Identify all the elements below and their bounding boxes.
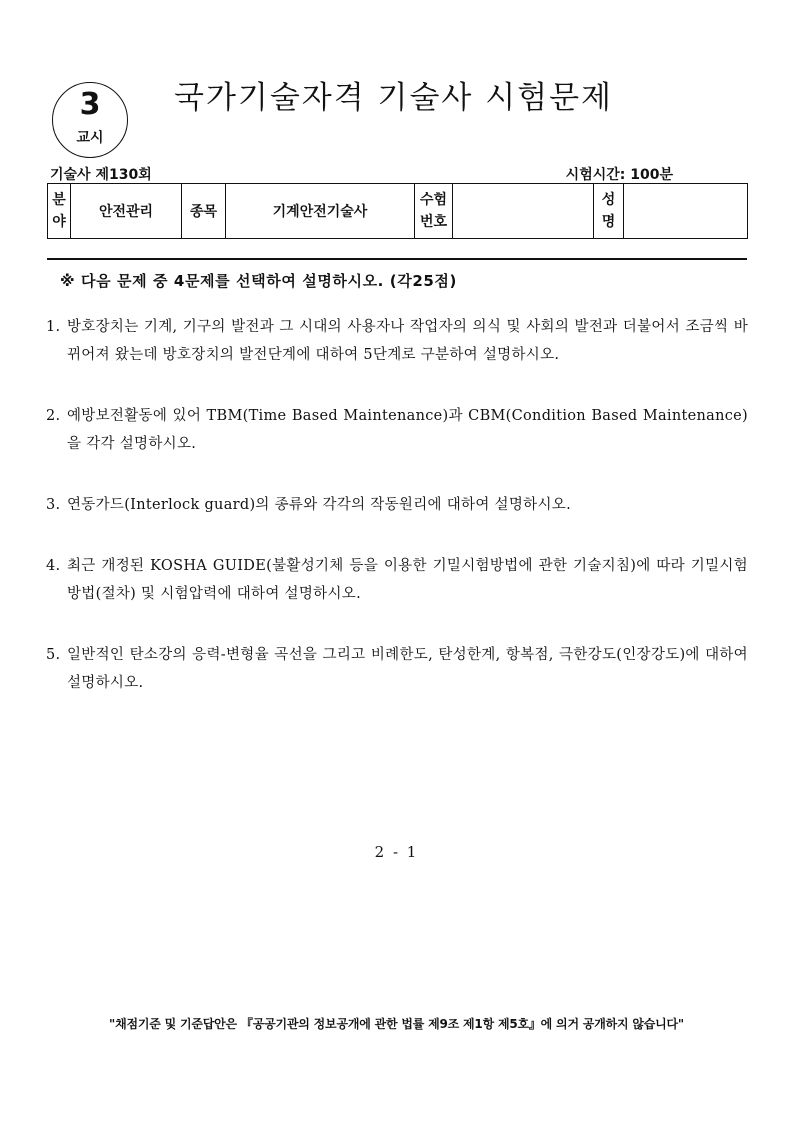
session-number: 3	[79, 87, 101, 122]
question-text: 일반적인 탄소강의 응력-변형율 곡선을 그리고 비례한도, 탄성한계, 항복점, 극한강도(인장강도)에 대하여 설명하시오.	[67, 647, 748, 691]
session-badge	[52, 82, 128, 158]
question-number: 4.	[46, 558, 61, 574]
session-label: 교시	[76, 130, 104, 146]
question-text: 연동가드(Interlock guard)의 종류와 각각의 작동원리에 대하여 설명하시오.	[67, 497, 572, 513]
exam-number-label-bottom: 번호	[419, 214, 448, 230]
header-divider	[47, 258, 747, 260]
category-label: 종목	[182, 184, 226, 239]
exam-number-label-top: 수험	[419, 192, 448, 208]
exam-time: 시험시간: 100분	[565, 167, 673, 183]
field-label-top: 분	[52, 192, 66, 208]
question-item	[46, 313, 748, 369]
question-item	[46, 402, 748, 458]
question-item	[46, 641, 748, 697]
question-item	[46, 552, 748, 608]
field-label-cell	[48, 184, 71, 239]
question-number: 2.	[46, 408, 61, 424]
page-number: 2 - 1	[374, 843, 419, 861]
name-label-bottom: 명	[601, 214, 616, 230]
field-value: 안전관리	[71, 184, 182, 239]
question-text: 예방보전활동에 있어 TBM(Time Based Maintenance)과 CBM(Condition Based Maintenance)을 각각 설명하시오.	[67, 408, 748, 452]
field-label-bottom: 야	[52, 214, 66, 230]
name-label-cell	[594, 184, 624, 239]
question-number: 3.	[46, 497, 61, 513]
exam-info-table	[47, 183, 748, 239]
question-text: 최근 개정된 KOSHA GUIDE(불활성기체 등을 이용한 기밀시험방법에 관한 기술지침)에 따라 기밀시험 방법(절차) 및 시험압력에 대하여 설명하시오.	[67, 558, 748, 602]
category-value: 기계안전기술사	[226, 184, 415, 239]
footer-disclaimer: "채점기준 및 기준답안은 『공공기관의 정보공개에 관한 법률 제9조 제1항 제5호』에 의거 공개하지 않습니다"	[109, 1017, 684, 1031]
instruction-text: ※ 다음 문제 중 4문제를 선택하여 설명하시오. (각25점)	[60, 272, 457, 290]
question-text: 방호장치는 기계, 기구의 발전과 그 시대의 사용자나 작업자의 의식 및 사회의 발전과 더불어서 조금씩 바뀌어져 왔는데 방호장치의 발전단계에 대하여 5단계로 구분하여 설명하시오.	[67, 319, 748, 363]
question-number: 1.	[46, 319, 61, 335]
question-item	[46, 491, 748, 519]
name-field[interactable]	[624, 184, 748, 239]
question-number: 5.	[46, 647, 61, 663]
name-label-top: 성	[601, 192, 616, 208]
exam-number-field[interactable]	[453, 184, 594, 239]
exam-number-label-cell	[415, 184, 453, 239]
page-title: 국가기술자격 기술사 시험문제	[174, 80, 614, 116]
question-list	[46, 313, 748, 697]
exam-round: 기술사 제130회	[50, 167, 152, 183]
